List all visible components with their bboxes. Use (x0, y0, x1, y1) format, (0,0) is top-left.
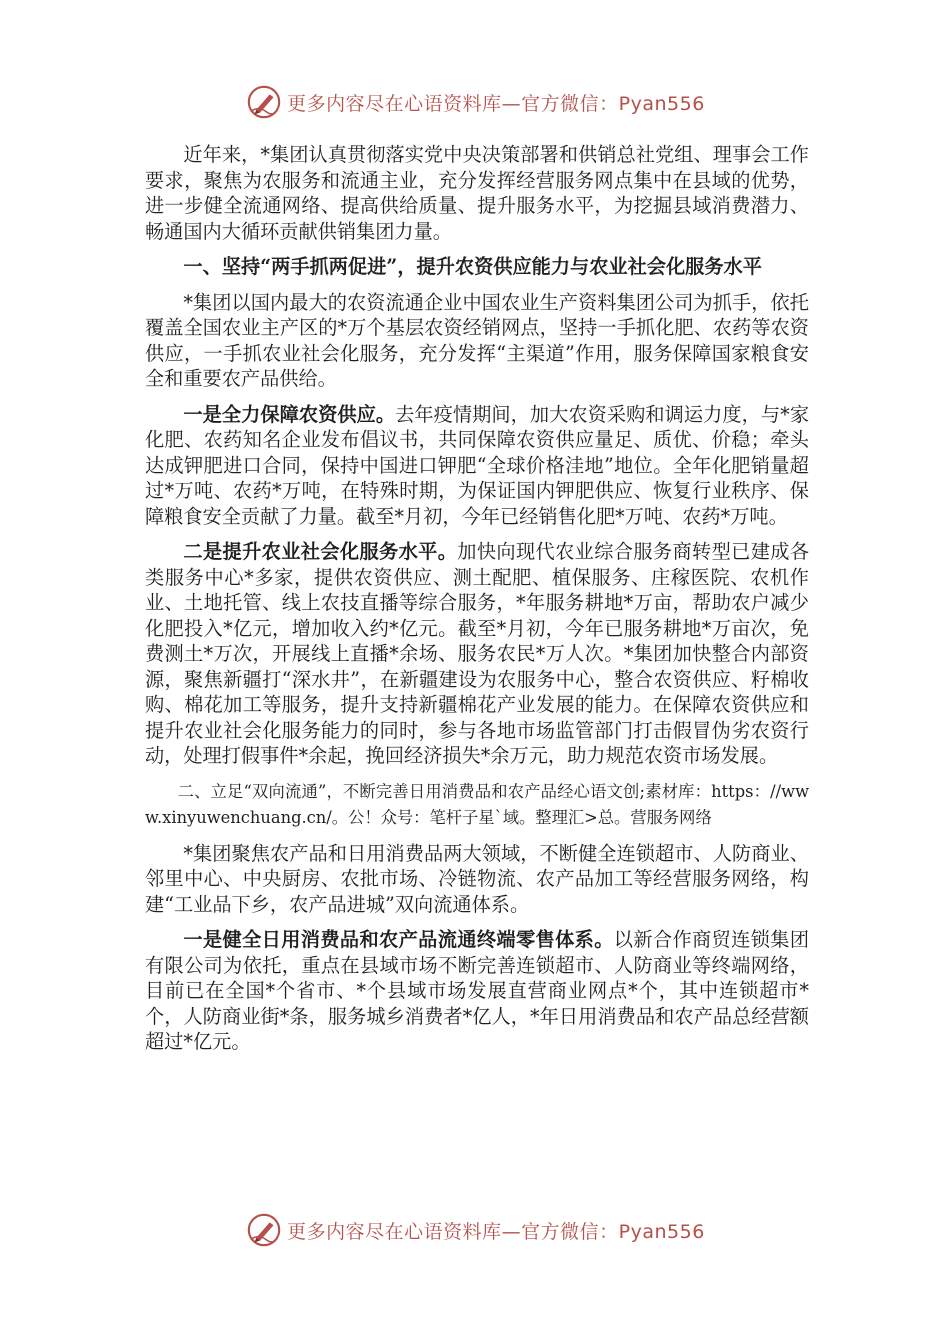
point-lead: 一是全力保障农资供应。 (183, 402, 396, 426)
banner-text: 更多内容尽在心语资料库—官方微信：Pyan556 (287, 92, 705, 115)
section-heading-1: 一、坚持“两手抓两促进”，提升农资供应能力与农业社会化服务水平 (183, 255, 762, 278)
pen-logo-icon (245, 1211, 283, 1249)
section-2-intro-paragraph: *集团聚焦农产品和日用消费品两大领域，不断健全连锁超市、人防商业、邻里中心、中央厨房、农批市场、冷链物流、农产品加工等经营服务网络，构建“工业品下乡，农产品进城”双向流通体系。 (145, 841, 809, 916)
point-lead: 二是提升农业社会化服务水平。 (183, 540, 458, 563)
section-1-point-2-paragraph (145, 539, 809, 769)
header-banner (0, 80, 950, 124)
section-1-point-1-paragraph (145, 402, 809, 530)
intro-paragraph: 近年来，*集团认真贯彻落实党中央决策部署和供销总社党组、理事会工作要求，聚焦为农服务和流通主业，充分发挥经营服务网点集中在县域的优势，进一步健全流通网络、提高供给质量、提升服务水平，为挖掘县域消费潜力、畅通国内大循环贡献供销集团力量。 (145, 143, 809, 243)
pen-logo-icon (245, 83, 283, 121)
section-heading-2: 二、立足“双向流通”，不断完善日用消费品和农产品经心语文创;素材库：https：//www.xinyuwenchuang.cn/。公！众号：笔杆子星`域。整理汇>总。营服务网络 (145, 781, 809, 827)
section-1-intro-paragraph: *集团以国内最大的农资流通企业中国农业生产资料集团公司为抓手，依托覆盖全国农业主产区的*万个基层农资经销网点，坚持一手抓化肥、农药等农资供应，一手抓农业社会化服务，充分发挥“主渠道”作用，服务保障国家粮食安全和重要农产品供给。 (145, 290, 809, 390)
point-body: 加快向现代农业综合服务商转型已建成各类服务中心*多家，提供农资供应、测土配肥、植保服务、庄稼医院、农机作业、土地托管、线上农技直播等综合服务，*年服务耕地*万亩，帮助农户减少化肥投入*亿元，增加收入约*亿元。截至*月初，今年已服务耕地*万亩次，免费测土*万次，开展线上直播*余场、服务农民*万人次。*集团加快整合内部资源，聚焦新疆打“深水井”，在新疆建设为农服务中心，整合农资供应、籽棉收购、棉花加工等服务，提升支持新疆棉花产业发展的能力。在保障农资供应和提升农业社会化服务能力的同时，参与各地市场监管部门打击假冒伪劣农资行动，处理打假事件*余起，挽回经济损失*余万元，助力规范农资市场发展。 (145, 540, 810, 767)
banner-text: 更多内容尽在心语资料库—官方微信：Pyan556 (287, 1220, 705, 1243)
point-body: 以新合作商贸连锁集团有限公司为依托，重点在县域市场不断完善连锁超市、人防商业等终端网络，目前已在全国*个省市、*个县域市场发展直营商业网点*个，其中连锁超市*个，人防商业街*条，服务城乡消费者*亿人，*年日用消费品和农产品总经营额超过*亿元。 (145, 928, 810, 1053)
document-body (145, 142, 809, 1055)
section-2-point-1-paragraph (145, 927, 809, 1055)
point-body: 去年疫情期间，加大农资采购和调运力度，与*家化肥、农药知名企业发布倡议书，共同保障农资供应量足、质优、价稳；牵头达成钾肥进口合同，保持中国进口钾肥“全球价格洼地”地位。全年化肥销量超过*万吨、农药*万吨，在特殊时期，为保证国内钾肥供应、恢复行业秩序、保障粮食安全贡献了力量。截至*月初，今年已经销售化肥*万吨、农药*万吨。 (145, 402, 810, 528)
point-lead: 一是健全日用消费品和农产品流通终端零售体系。 (183, 928, 614, 951)
footer-banner (0, 1208, 950, 1252)
